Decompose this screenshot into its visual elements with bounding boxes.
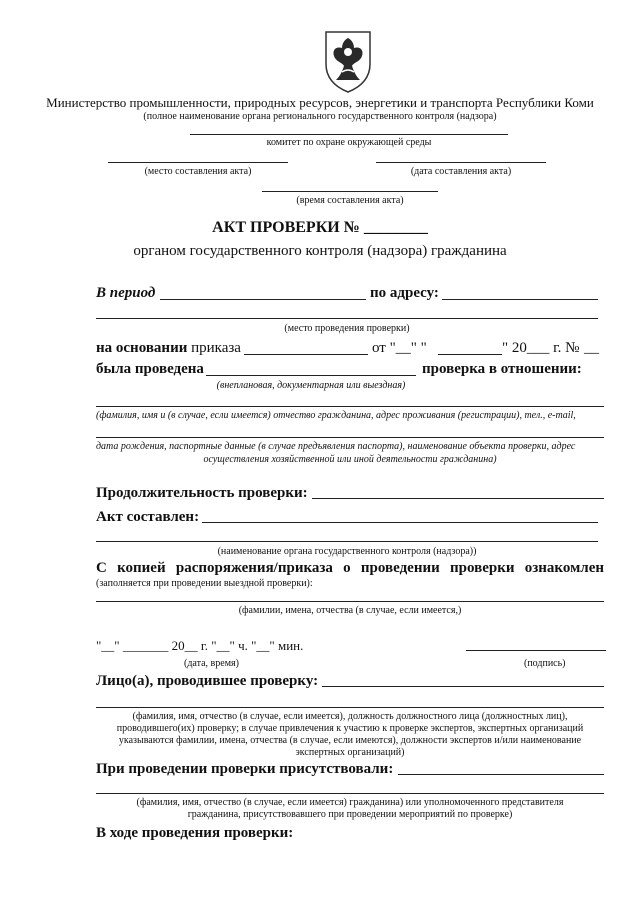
check-type-hint: (внеплановая, документарная или выездная) xyxy=(216,380,406,391)
check-type-field[interactable] xyxy=(206,375,416,376)
inspector-field[interactable] xyxy=(322,686,604,687)
basis-label: на основании xyxy=(96,340,188,356)
ministry-hint: (полное наименование органа регионального государственного контроля (надзора) xyxy=(143,111,497,122)
inspector-label: Лицо(а), проводившее проверку: xyxy=(96,673,319,689)
ministry-name: Министерство промышленности, природных ресурсов, энергетики и транспорта Республики Коми xyxy=(46,95,594,110)
present-label: При проведении проверки присутствовали: xyxy=(96,761,394,777)
inspector-hint-3: указываются фамилии, имена, отчества (в случае, если имеются), должности экспертов и/или наименование xyxy=(118,735,582,746)
basis-order: приказа xyxy=(191,340,241,356)
signature-field[interactable] xyxy=(466,650,606,651)
order-field[interactable] xyxy=(244,354,368,355)
present-field-2[interactable] xyxy=(96,793,604,794)
copy-names-field[interactable] xyxy=(96,601,604,602)
signature-hint: (подпись) xyxy=(524,658,566,669)
address-label: по адресу: xyxy=(370,285,439,301)
duration-field[interactable] xyxy=(312,498,604,499)
page-subtitle: органом государственного контроля (надзора) гражданина xyxy=(133,243,507,259)
order-date-field[interactable] xyxy=(438,354,502,355)
person-field-2[interactable] xyxy=(96,437,604,438)
page-title: АКТ ПРОВЕРКИ № ________ xyxy=(212,219,428,236)
compiled-field[interactable] xyxy=(202,522,598,523)
inspector-hint-2: проводившего(их) проверку; в случае привлечения к участию к проверке экспертов, экспертных организаций xyxy=(116,723,584,734)
committee-name: комитет по охране окружающей среды xyxy=(266,137,432,148)
line xyxy=(376,162,546,163)
order-date-prefix: от "__" " xyxy=(372,340,427,356)
present-hint-2: гражданина, присутствовавшего при проведении мероприятий по проверке) xyxy=(187,809,513,820)
place-hint: (место составления акта) xyxy=(144,166,252,177)
order-year: " 20___ г. № xyxy=(502,340,580,356)
copy-text: С копией распоряжения/приказа о проведении проверки ознакомлен xyxy=(96,560,604,576)
period-field[interactable] xyxy=(160,299,366,300)
compiled-label: Акт составлен: xyxy=(96,509,200,525)
period-label: В период xyxy=(96,285,156,301)
basis-line xyxy=(96,340,241,357)
copy-names-hint: (фамилии, имена, отчества (в случае, если имеется,) xyxy=(238,605,462,616)
present-field[interactable] xyxy=(398,774,604,775)
time-hint: (время составления акта) xyxy=(296,195,404,206)
relation-label: проверка в отношении: xyxy=(422,361,582,377)
person-hint: (фамилия, имя и (в случае, если имеется) отчество гражданина, адрес проживания (регистрации), тел., e-mail, xyxy=(96,410,576,421)
inspector-hint-4: экспертных организаций) xyxy=(295,747,405,758)
address-field[interactable] xyxy=(442,299,598,300)
inspector-field-2[interactable] xyxy=(96,707,604,708)
person-hint-3: осуществления хозяйственной или иной деятельности гражданина) xyxy=(203,454,497,465)
line xyxy=(262,191,438,192)
duration-label: Продолжительность проверки: xyxy=(96,485,308,501)
date-hint: (дата составления акта) xyxy=(410,166,512,177)
present-hint-1: (фамилия, имя, отчество (в случае, если имеется) гражданина) или уполномоченного представителя xyxy=(136,797,564,808)
coat-of-arms-icon xyxy=(322,28,374,94)
copy-hint: (заполняется при проведении выездной проверки): xyxy=(96,578,313,589)
conducted-label: была проведена xyxy=(96,361,204,377)
date-time-hint: (дата, время) xyxy=(184,658,239,669)
during-label: В ходе проведения проверки: xyxy=(96,825,294,841)
place-of-check-hint: (место проведения проверки) xyxy=(284,323,410,334)
date-time-text[interactable]: "__" _______ 20__ г. "__" ч. "__" мин. xyxy=(96,638,304,653)
address-field-2[interactable] xyxy=(96,318,598,319)
compiled-hint: (наименование органа государственного контроля (надзора)) xyxy=(217,546,477,557)
order-number[interactable]: __ xyxy=(584,340,599,356)
compiled-field-2[interactable] xyxy=(96,541,598,542)
inspector-hint-1: (фамилия, имя, отчество (в случае, если имеется), должность должностного лица (должностных лиц), xyxy=(132,711,568,722)
line xyxy=(108,162,288,163)
person-hint-2: дата рождения, паспортные данные (в случае предъявления паспорта), наименование объекта проверки, адрес xyxy=(96,441,576,452)
person-field[interactable] xyxy=(96,406,604,407)
line xyxy=(190,134,508,135)
